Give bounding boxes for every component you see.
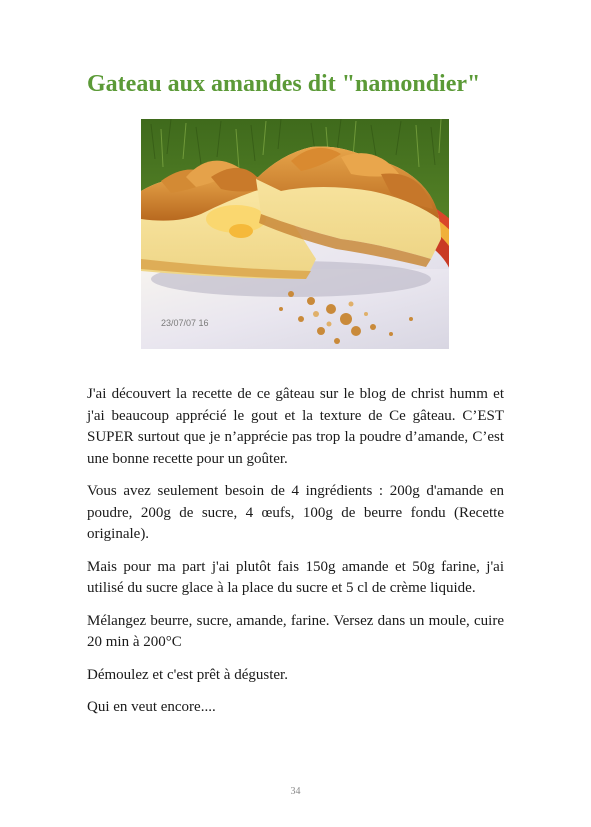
- variation-paragraph: Mais pour ma part j'ai plutôt fais 150g amande et 50g farine, j'ai utilisé du sucre glace à la place du sucre et 5 cl de crème liquide.: [87, 558, 504, 596]
- closing-paragraph: Qui en veut encore....: [87, 699, 216, 715]
- recipe-body: [87, 384, 504, 730]
- instructions-paragraph: Mélangez beurre, sucre, amande, farine. Versez dans un moule, cuire 20 min à 200°C: [87, 612, 504, 650]
- photo-date-stamp: 23/07/07 16: [161, 318, 209, 328]
- page-number: 34: [290, 786, 301, 797]
- recipe-title: Gateau aux amandes dit "namondier": [87, 71, 481, 97]
- unmold-paragraph: Démoulez et c'est prêt à déguster.: [87, 666, 288, 683]
- cake-photo: [141, 119, 449, 349]
- intro-paragraph: J'ai découvert la recette de ce gâteau sur le blog de christ humm et j'ai beaucoup apprécié le gout et la texture de Ce gâteau. C’EST SUPER surtout que je n’apprécie pas trop la poudre d’amande, C’est une bonne recette pour un goûter.: [87, 386, 504, 467]
- ingredients-paragraph: Vous avez seulement besoin de 4 ingrédients : 200g d'amande en poudre, 200g de sucre, 4 œufs, 100g de beurre fondu (Recette originale).: [87, 483, 504, 542]
